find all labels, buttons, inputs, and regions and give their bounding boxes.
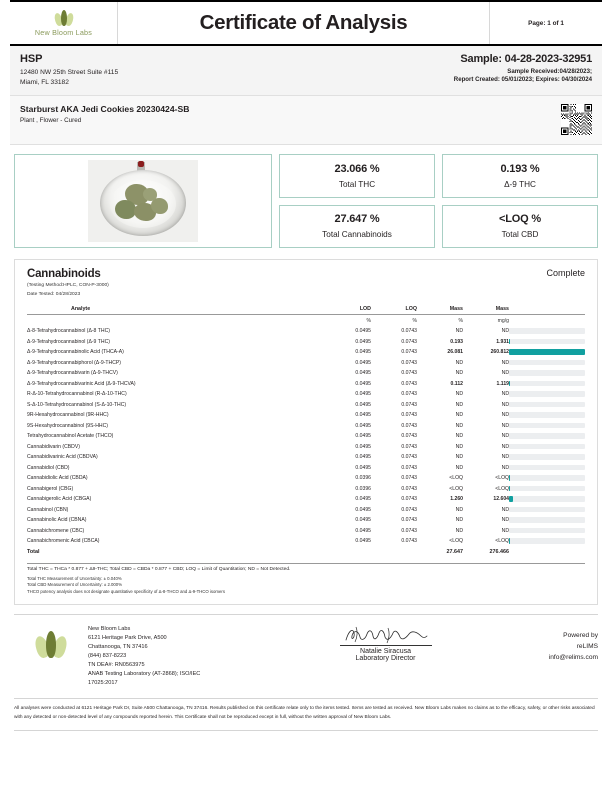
table-row	[27, 504, 585, 515]
total-chart	[509, 546, 585, 557]
total-loq	[371, 546, 417, 557]
stat-delta-9-thc	[442, 154, 598, 198]
units-row	[27, 315, 585, 326]
analyte-bar-cell	[509, 420, 585, 431]
table-header-row	[27, 306, 585, 315]
cannabinoids-table	[27, 306, 585, 558]
bar-fill	[509, 496, 513, 501]
signer-name: Natalie Siracusa	[360, 647, 411, 655]
analyte-name: Cannabichromenic Acid (CBCA)	[27, 538, 100, 545]
bar-track	[509, 507, 585, 512]
unit-chart	[509, 315, 585, 326]
analyte-mass-mg: 12.604	[493, 496, 509, 503]
analyte-mass-mg: ND	[501, 328, 509, 335]
analyte-name: Cannabidiol (CBD)	[27, 464, 70, 471]
analyte-loq: 0.0743	[401, 517, 417, 524]
client-sample-strip	[10, 46, 602, 96]
analyte-name: R-Δ-10-Tetrahydrocannabinol (R-Δ-10-THC)	[27, 391, 127, 398]
analyte-lod: 0.0495	[355, 464, 371, 471]
lab-address-2: Chattanooga, TN 37416	[88, 643, 148, 650]
bar-track	[509, 328, 585, 333]
analyte-mass-pct: ND	[455, 328, 463, 335]
bar-track	[509, 486, 585, 491]
bar-fill	[509, 381, 510, 386]
lab-contact-block	[88, 625, 303, 688]
powered-by-label: Powered by	[563, 631, 598, 639]
product-name: Starburst AKA Jedi Cookies 20230424-SB	[20, 104, 190, 115]
bar-track	[509, 391, 585, 396]
analyte-name: Cannabinol (CBN)	[27, 506, 69, 513]
table-row	[27, 473, 585, 484]
document-header	[10, 0, 602, 46]
lab-name: New Bloom Labs	[88, 625, 131, 632]
analyte-lod: 0.0495	[355, 349, 371, 356]
table-row	[27, 378, 585, 389]
analyte-name: S-Δ-10-Tetrahydrocannabinol (S-Δ-10-THC)	[27, 401, 127, 408]
lab-phone: (844) 837-8223	[88, 652, 127, 659]
analyte-mass-mg: ND	[501, 443, 509, 450]
analyte-loq: 0.0743	[401, 349, 417, 356]
col-mass-pct: Mass	[417, 306, 463, 315]
summary-band	[10, 145, 602, 258]
analyte-mass-mg: <LOQ	[495, 485, 509, 492]
lab-logo	[10, 2, 118, 44]
page-number-container	[490, 2, 602, 44]
bar-track	[509, 475, 585, 480]
analyte-bar-cell	[509, 357, 585, 368]
analyte-name: Cannabidiolic Acid (CBDA)	[27, 475, 88, 482]
unit-analyte	[27, 315, 325, 326]
panel-header	[27, 268, 585, 280]
analyte-lod: 0.0495	[355, 401, 371, 408]
bar-track	[509, 360, 585, 365]
note-cbd-uncertainty: Total CBD Measurement of Uncertainty: ± 2.000%	[27, 582, 123, 588]
unit-mass-mg: mg/g	[497, 317, 509, 324]
analyte-mass-mg: <LOQ	[495, 475, 509, 482]
unit-mass-pct: %	[458, 317, 463, 324]
analyte-loq: 0.0743	[401, 328, 417, 335]
analyte-mass-pct: ND	[455, 454, 463, 461]
footer-logo	[14, 625, 88, 659]
table-row	[27, 483, 585, 494]
table-row	[27, 515, 585, 526]
table-row	[27, 389, 585, 400]
analyte-name: Δ-9-Tetrahydrocannabiphorol (Δ-9-THCP)	[27, 359, 121, 366]
analyte-mass-pct: ND	[455, 464, 463, 471]
analyte-lod: 0.0495	[355, 422, 371, 429]
cannabinoids-table-body	[27, 315, 585, 547]
lab-address-1: 6121 Heritage Park Drive, A500	[88, 634, 167, 641]
analyte-lod: 0.0495	[355, 412, 371, 419]
analyte-bar-cell	[509, 326, 585, 337]
lab-accreditation-2: 17025:2017	[88, 679, 118, 686]
stat-label: Total CBD	[501, 230, 539, 240]
analyte-mass-mg: ND	[501, 401, 509, 408]
analyte-loq: 0.0743	[401, 380, 417, 387]
total-label: Total	[27, 549, 40, 556]
analyte-bar-cell	[509, 378, 585, 389]
analyte-loq: 0.0743	[401, 422, 417, 429]
powered-by-name: reLIMS	[576, 642, 598, 650]
bottom-divider	[14, 730, 598, 731]
stat-value: 0.193 %	[500, 162, 540, 175]
analyte-loq: 0.0743	[401, 443, 417, 450]
analyte-mass-pct: ND	[455, 370, 463, 377]
analyte-bar-cell	[509, 441, 585, 452]
sample-id: Sample: 04-28-2023-32951	[460, 53, 592, 65]
bar-fill	[509, 486, 510, 491]
analyte-bar-cell	[509, 504, 585, 515]
bar-track	[509, 465, 585, 470]
analyte-loq: 0.0743	[401, 433, 417, 440]
analyte-mass-pct: 0.112	[450, 380, 463, 387]
testing-method: (Testing Method:HPLC, CON-P-3000)	[27, 283, 109, 289]
analyte-bar-cell	[509, 525, 585, 536]
col-chart	[509, 306, 585, 315]
stat-total-cbd	[442, 205, 598, 249]
bar-track	[509, 538, 585, 543]
analyte-mass-pct: ND	[455, 391, 463, 398]
analyte-loq: 0.0743	[401, 370, 417, 377]
analyte-mass-mg: ND	[501, 391, 509, 398]
analyte-mass-pct: ND	[455, 422, 463, 429]
analyte-mass-pct: <LOQ	[449, 485, 463, 492]
product-info	[20, 104, 561, 124]
table-row	[27, 441, 585, 452]
analyte-lod: 0.0495	[355, 338, 371, 345]
total-row	[27, 546, 585, 557]
stat-value: <LOQ %	[499, 213, 541, 226]
analyte-name: Δ-8-Tetrahydrocannabinol (Δ-8 THC)	[27, 328, 110, 335]
analyte-name: Tetrahydrocannabinol Acetate (THCO)	[27, 433, 114, 440]
analyte-bar-cell	[509, 462, 585, 473]
bloom-leaf-icon	[36, 631, 66, 659]
stat-total-thc	[279, 154, 435, 198]
analyte-mass-mg: ND	[501, 527, 509, 534]
analyte-lod: 0.0495	[355, 359, 371, 366]
stat-label: Total Cannabinoids	[322, 230, 392, 240]
analyte-lod: 0.0495	[355, 328, 371, 335]
analyte-mass-pct: 26.081	[447, 349, 463, 356]
analyte-name: Cannabidivarinic Acid (CBDVA)	[27, 454, 98, 461]
qr-code[interactable]	[561, 104, 592, 135]
date-tested: Date Tested: 04/28/2023	[27, 292, 81, 298]
total-lod	[325, 546, 371, 557]
table-row	[27, 357, 585, 368]
sample-report-dates: Report Created: 05/01/2023; Expires: 04/30/2024	[453, 76, 592, 84]
analyte-lod: 0.0495	[355, 496, 371, 503]
analyte-mass-pct: 0.193	[450, 338, 463, 345]
cannabinoids-table-foot	[27, 546, 585, 557]
analyte-mass-pct: ND	[455, 401, 463, 408]
analyte-lod: 0.0495	[355, 391, 371, 398]
analyte-mass-mg: ND	[501, 412, 509, 419]
analyte-lod: 0.0396	[355, 475, 371, 482]
analyte-loq: 0.0743	[401, 496, 417, 503]
analyte-name: Cannabigerolic Acid (CBGA)	[27, 496, 92, 503]
bar-track	[509, 433, 585, 438]
analyte-lod: 0.0495	[355, 527, 371, 534]
analyte-lod: 0.0495	[355, 454, 371, 461]
product-strip	[10, 96, 602, 145]
analyte-mass-mg: ND	[501, 464, 509, 471]
table-row	[27, 336, 585, 347]
table-row	[27, 326, 585, 337]
lab-accreditation-1: ANAB Testing Laboratory (AT-2868); ISO/IEC	[88, 670, 201, 677]
table-row	[27, 410, 585, 421]
table-row	[27, 399, 585, 410]
status-badge: Complete	[546, 268, 585, 279]
analyte-mass-mg: <LOQ	[495, 538, 509, 545]
analyte-lod: 0.0396	[355, 485, 371, 492]
stat-total-cannabinoids	[279, 205, 435, 249]
client-address-line-2: Miami, FL 33182	[20, 78, 69, 86]
bar-track	[509, 444, 585, 449]
analyte-name: 9R-Hexahydrocannabinol (9R-HHC)	[27, 412, 109, 419]
analyte-loq: 0.0743	[401, 359, 417, 366]
analyte-lod: 0.0495	[355, 433, 371, 440]
analyte-name: Δ-9-Tetrahydrocannabivarinic Acid (Δ-9-THCVA)	[27, 380, 136, 387]
analyte-loq: 0.0743	[401, 485, 417, 492]
bar-track	[509, 370, 585, 375]
bar-track	[509, 454, 585, 459]
analyte-mass-pct: ND	[455, 517, 463, 524]
analyte-mass-mg: ND	[501, 359, 509, 366]
table-row	[27, 368, 585, 379]
lab-logo-text: New Bloom Labs	[34, 27, 93, 37]
total-mass-pct: 27.647	[446, 549, 463, 556]
signature-block	[303, 625, 468, 662]
col-mass-mg: Mass	[463, 306, 509, 315]
analyte-mass-mg: ND	[501, 433, 509, 440]
analyte-mass-pct: ND	[455, 359, 463, 366]
analyte-lod: 0.0495	[355, 538, 371, 545]
panel-title: Cannabinoids	[27, 268, 101, 281]
analyte-mass-pct: ND	[455, 527, 463, 534]
analyte-mass-mg: ND	[501, 422, 509, 429]
analyte-bar-cell	[509, 515, 585, 526]
bar-track	[509, 339, 585, 344]
summary-stats-grid	[279, 154, 598, 248]
analyte-loq: 0.0743	[401, 338, 417, 345]
col-loq: LOQ	[371, 306, 417, 315]
analyte-mass-mg: ND	[501, 370, 509, 377]
analyte-mass-pct: ND	[455, 506, 463, 513]
col-lod: LOD	[325, 306, 371, 315]
document-footer	[10, 615, 602, 688]
analyte-name: Cannabinolic Acid (CBNA)	[27, 517, 87, 524]
analyte-loq: 0.0743	[401, 527, 417, 534]
sample-received-date: Sample Received:04/28/2023;	[507, 67, 592, 75]
analyte-mass-mg: ND	[501, 517, 509, 524]
unit-lod: %	[366, 317, 371, 324]
analyte-bar-cell	[509, 452, 585, 463]
bar-track	[509, 402, 585, 407]
page-title-container	[118, 2, 490, 44]
analyte-mass-pct: ND	[455, 412, 463, 419]
table-notes	[27, 563, 585, 596]
bar-track	[509, 412, 585, 417]
total-mass-mg: 276.466	[489, 549, 509, 556]
table-row	[27, 452, 585, 463]
analyte-bar-cell	[509, 410, 585, 421]
stat-label: Total THC	[338, 179, 376, 189]
bar-track	[509, 349, 585, 354]
stat-value: 27.647 %	[334, 213, 380, 226]
bar-fill	[509, 349, 585, 354]
powered-by-email[interactable]: info@relims.com	[548, 653, 598, 661]
analyte-name: 9S-Hexahydrocannabinol (9S-HHC)	[27, 422, 108, 429]
analyte-name: Cannabigerol (CBG)	[27, 485, 74, 492]
analyte-bar-cell	[509, 347, 585, 358]
analyte-mass-mg: 1.119	[496, 380, 509, 387]
analyte-mass-pct: ND	[455, 443, 463, 450]
analyte-bar-cell	[509, 431, 585, 442]
analyte-name: Δ-9-Tetrahydrocannabivarin (Δ-9-THCV)	[27, 370, 118, 377]
signature-line	[340, 645, 432, 646]
legal-disclaimer: All analyses were conducted at 6121 Heritage Park Dr, Suite A500 Chattanooga, TN 37416. Results published on this certificate relate only to the items tested. Items are tested as received. New Bloom Labs makes no claims as to the efficacy, safety, or other risks associated with any detected or non-detected level of any compounds reported herein. This Certificate shall not be reproduced except in full, without the written approval of New Bloom Labs.	[14, 705, 595, 720]
analyte-loq: 0.0743	[401, 401, 417, 408]
analyte-name: Δ-9-Tetrahydrocannabinol (Δ-9 THC)	[27, 338, 110, 345]
analyte-loq: 0.0743	[401, 506, 417, 513]
analyte-mass-pct: 1.260	[450, 496, 463, 503]
stat-value: 23.066 %	[334, 162, 380, 175]
powered-by-block	[468, 625, 598, 664]
sample-photo-container	[14, 154, 272, 248]
sample-photo	[88, 160, 198, 242]
table-row	[27, 431, 585, 442]
analyte-mass-pct: <LOQ	[449, 475, 463, 482]
bar-track	[509, 381, 585, 386]
analyte-name: Δ-9-Tetrahydrocannabinolic Acid (THCA-A)	[27, 349, 124, 356]
page-number: Page: 1 of 1	[528, 19, 564, 27]
analyte-name: Cannabidivarin (CBDV)	[27, 443, 80, 450]
bar-fill	[509, 339, 510, 344]
analyte-lod: 0.0495	[355, 380, 371, 387]
bar-track	[509, 496, 585, 501]
bar-track	[509, 528, 585, 533]
analyte-name: Cannabichromene (CBC)	[27, 527, 85, 534]
col-analyte: Analyte	[27, 306, 325, 315]
analyte-loq: 0.0743	[401, 464, 417, 471]
analyte-bar-cell	[509, 494, 585, 505]
table-row	[27, 536, 585, 547]
analyte-mass-mg: ND	[501, 454, 509, 461]
analyte-bar-cell	[509, 368, 585, 379]
client-block	[20, 53, 454, 87]
analyte-loq: 0.0743	[401, 412, 417, 419]
analyte-lod: 0.0495	[355, 506, 371, 513]
bar-fill	[509, 538, 510, 543]
analyte-bar-cell	[509, 473, 585, 484]
table-row	[27, 420, 585, 431]
analyte-loq: 0.0743	[401, 391, 417, 398]
stat-label: Δ-9 THC	[504, 179, 536, 189]
analyte-loq: 0.0743	[401, 475, 417, 482]
table-row	[27, 347, 585, 358]
client-address-line-1: 12480 NW 25th Street Suite #115	[20, 69, 119, 76]
bar-fill	[509, 475, 510, 480]
analyte-mass-pct: ND	[455, 433, 463, 440]
analyte-loq: 0.0743	[401, 538, 417, 545]
signature-icon	[343, 625, 429, 645]
analyte-mass-pct: <LOQ	[449, 538, 463, 545]
product-subtitle: Plant , Flower - Cured	[20, 116, 82, 124]
page-title: Certificate of Analysis	[199, 11, 408, 34]
table-row	[27, 494, 585, 505]
analyte-mass-mg: ND	[501, 506, 509, 513]
note-formula: Total THC = THCa * 0.877 + Δ9-THC; Total CBD = CBDa * 0.877 + CBD; LOQ = Limit of Quantitation; ND = Not Detected.	[27, 566, 291, 572]
table-row	[27, 462, 585, 473]
unit-loq: %	[412, 317, 417, 324]
note-thc-uncertainty: Total THC Measurement of Uncertainty: ± 0.040%	[27, 575, 122, 581]
signer-role: Laboratory Director	[355, 654, 416, 662]
analyte-lod: 0.0495	[355, 517, 371, 524]
lab-dea-number: TN DEA#: RN0563975	[88, 661, 145, 668]
table-row	[27, 525, 585, 536]
analyte-bar-cell	[509, 336, 585, 347]
bar-track	[509, 517, 585, 522]
bar-track	[509, 423, 585, 428]
bloom-leaf-icon	[55, 10, 73, 27]
client-name: HSP	[20, 53, 43, 65]
analyte-mass-mg: 1.931	[496, 338, 509, 345]
sample-block	[454, 53, 592, 87]
analyte-bar-cell	[509, 536, 585, 547]
analyte-mass-mg: 260.812	[490, 349, 509, 356]
note-thco-isomers: THCO potency analysis does not designate quantitative specificity of Δ-8-THCO and Δ-9-THCO isomers	[27, 588, 225, 594]
analyte-bar-cell	[509, 389, 585, 400]
analyte-bar-cell	[509, 483, 585, 494]
analyte-bar-cell	[509, 399, 585, 410]
analyte-loq: 0.0743	[401, 454, 417, 461]
analyte-lod: 0.0495	[355, 370, 371, 377]
cannabinoids-panel	[14, 259, 598, 604]
analyte-lod: 0.0495	[355, 443, 371, 450]
